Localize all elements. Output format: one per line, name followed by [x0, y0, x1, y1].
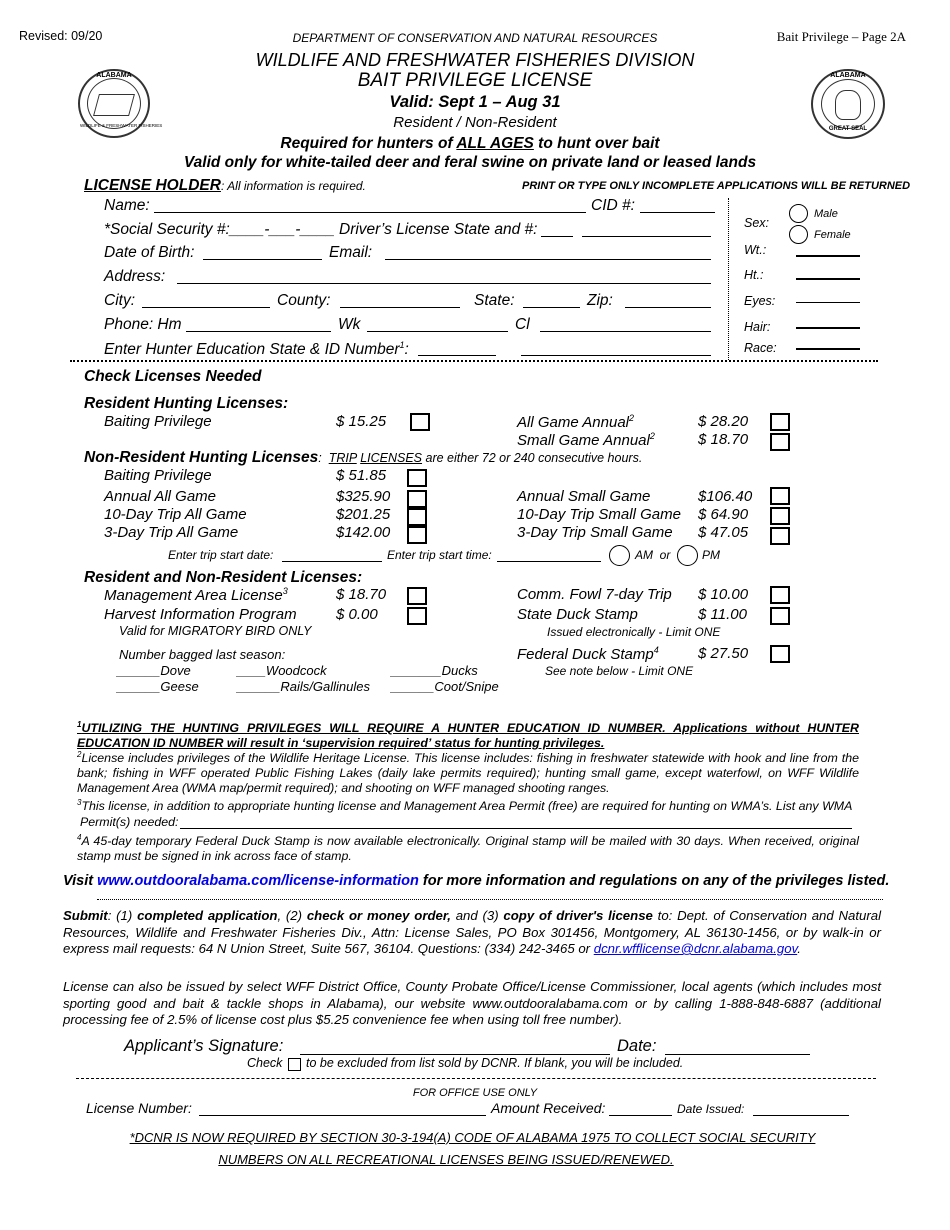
amount-received-label: Amount Received:: [491, 1100, 606, 1116]
ssn-requirement-line-1: *DCNR IS NOW REQUIRED BY SECTION 30-3-194(A) CODE OF ALABAMA 1975 TO COLLECT SOCIAL SECURITY: [129, 1130, 816, 1145]
hair-label: Hair:: [744, 320, 771, 334]
name-label: Name:: [104, 197, 150, 214]
management-area-price: $ 18.70: [336, 586, 387, 603]
annual-small-game-checkbox[interactable]: [770, 487, 790, 505]
three-day-all-game-label: 3-Day Trip All Game: [104, 524, 239, 541]
phone-cell-field[interactable]: [540, 331, 711, 332]
date-issued-field[interactable]: [753, 1115, 849, 1116]
bagged-rails: ______Rails/Gallinules: [237, 679, 370, 694]
ten-day-all-game-price: $201.25: [336, 506, 391, 523]
state-duck-note: Issued electronically - Limit ONE: [547, 625, 721, 639]
phone-cell-label: Cl: [515, 316, 530, 333]
height-field[interactable]: [796, 278, 860, 280]
email-label: Email:: [329, 244, 373, 261]
section-divider: [70, 360, 878, 362]
annual-all-game-label: Annual All Game: [104, 488, 217, 505]
amount-received-field[interactable]: [609, 1115, 672, 1116]
permits-needed-label: Permit(s) needed:: [80, 815, 179, 829]
all-game-annual-checkbox[interactable]: [770, 413, 790, 431]
trip-date-field[interactable]: [282, 561, 382, 562]
license-title: BAIT PRIVILEGE LICENSE: [357, 70, 593, 91]
small-game-annual-checkbox[interactable]: [770, 433, 790, 451]
signature-date-label: Date:: [617, 1037, 657, 1055]
comm-fowl-label: Comm. Fowl 7-day Trip: [517, 586, 672, 603]
bagged-ducks: _______Ducks: [391, 663, 478, 678]
license-number-field[interactable]: [199, 1115, 486, 1116]
dl-number-field[interactable]: [582, 236, 711, 237]
sex-label: Sex:: [744, 216, 770, 230]
city-label: City:: [104, 292, 135, 309]
applicant-signature-field[interactable]: [300, 1054, 610, 1055]
name-field[interactable]: [154, 212, 586, 213]
trip-time-label: Enter trip start time:: [387, 548, 492, 562]
federal-duck-note: See note below - Limit ONE: [545, 664, 694, 678]
city-field[interactable]: [142, 307, 270, 308]
bagged-title: Number bagged last season:: [119, 647, 286, 662]
cid-field[interactable]: [640, 212, 715, 213]
license-also-issued: License can also be issued by select WFF District Office, County Probate Office/License Commissioner, local agents (which includes most sporting good and bait & tackle shops in Alabama), our website www.outdooralabama.com or by calling 1-888-848-6887 (additional processing fee of 2.5% of license cost plus $5.25 convenience fee when using toll free number).: [63, 979, 881, 1027]
trip-time-field[interactable]: [497, 561, 601, 562]
footnote-3: $^3$This license, in addition to appropriate hunting license and Management Area Permit (free) are required for hunting on WMA’s. List any WMA: [77, 798, 853, 814]
resident-nonresident-title: Resident and Non-Resident Licenses:: [84, 569, 363, 586]
weight-field[interactable]: [796, 255, 860, 257]
race-field[interactable]: [796, 348, 860, 350]
weight-label: Wt.:: [744, 243, 767, 257]
bagged-woodcock: ____Woodcock: [237, 663, 327, 678]
state-duck-price: $ 11.00: [698, 606, 747, 623]
resident-licenses-title: Resident Hunting Licenses:: [84, 395, 289, 412]
phone-work-label: Wk: [338, 316, 361, 333]
hip-label: Harvest Information Program: [104, 606, 297, 623]
three-day-small-game-checkbox[interactable]: [770, 527, 790, 545]
pm-label: PM: [702, 548, 720, 562]
dob-field[interactable]: [203, 259, 322, 260]
comm-fowl-checkbox[interactable]: [770, 586, 790, 604]
bagged-geese: ______Geese: [117, 679, 199, 694]
male-radio[interactable]: [789, 204, 808, 223]
hunter-ed-id-field[interactable]: [521, 355, 711, 356]
license-holder-heading: LICENSE HOLDER: All information is required.: [84, 177, 366, 194]
signature-date-field[interactable]: [665, 1054, 810, 1055]
dob-label: Date of Birth:: [104, 244, 195, 261]
resident-baiting-price: $ 15.25: [336, 413, 387, 430]
address-field[interactable]: [177, 283, 711, 284]
footnote-1: $^1$UTILIZING THE HUNTING PRIVILEGES WILL REQUIRE A HUNTER EDUCATION ID NUMBER. Applications without HUNTER EDUCATION ID NUMBER will result in ‘supervision required’ status for hunting privileges.: [77, 720, 859, 751]
state-map-icon: [835, 90, 861, 120]
check-licenses-title: Check Licenses Needed: [84, 368, 262, 385]
phone-work-field[interactable]: [367, 331, 508, 332]
visit-website-line: Visit www.outdooralabama.com/license-information for more information and regulations on any of the privileges listed.: [63, 873, 890, 889]
height-label: Ht.:: [744, 268, 764, 282]
all-game-annual-price: $ 28.20: [698, 413, 749, 430]
ssn-label: *Social Security #:____-___-____: [104, 221, 335, 238]
hair-field[interactable]: [796, 327, 860, 329]
wff-logo: ALABAMA WILDLIFE & FRESHWATER FISHERIES: [78, 69, 150, 138]
department-name: DEPARTMENT OF CONSERVATION AND NATURAL RESOURCES: [292, 31, 658, 45]
dl-state-field[interactable]: [541, 236, 573, 237]
exclude-check-pre: Check: [247, 1056, 283, 1070]
exclude-from-list-checkbox[interactable]: [288, 1058, 301, 1071]
license-email-link[interactable]: dcnr.wfflicense@dcnr.alabama.gov: [593, 941, 798, 956]
three-day-all-game-checkbox[interactable]: [407, 526, 427, 544]
zip-field[interactable]: [625, 307, 711, 308]
pm-radio[interactable]: [677, 545, 698, 566]
drivers-license-label: Driver’s License State and #:: [339, 221, 538, 238]
page-label: Bait Privilege – Page 2A: [776, 29, 906, 44]
annual-small-game-price: $106.40: [698, 488, 753, 505]
column-divider: [728, 198, 729, 360]
comm-fowl-price: $ 10.00: [698, 586, 749, 603]
required-for-all-ages: Required for hunters of ALL AGES to hunt over bait: [280, 135, 660, 152]
footnote-2: $^2$License includes privileges of the Wildlife Heritage License. This license includes: fishing in freshwater statewide with hook and line from the bank; fishing in WFF operated Public Fishing Lakes (daily lake permits required); hunting small game, except waterfowl, on WFF Wildlife Management Area (WMA map/permit required); and shooting on WFF managed shooting ranges.: [77, 750, 859, 796]
hip-price: $ 0.00: [336, 606, 378, 623]
ten-day-small-game-label: 10-Day Trip Small Game: [517, 506, 681, 523]
submit-instructions: Submit: (1) completed application, (2) check or money order, and (3) copy of driver's license to: Dept. of Conservation and Natural Resources, Wildlife and Freshwater Fisheries Div., Attn: License Sales, PO Box 301456, Montgomery, AL 36130-1456, or by walk-in or express mail requests: 64 N Union Street, Suite 567, 36104. Questions: (334) 242-3465 or dcnr.wfflicense@dcnr.alabama.gov.: [63, 908, 882, 956]
office-use-title: FOR OFFICE USE ONLY: [412, 1087, 538, 1099]
eyes-field[interactable]: [796, 302, 860, 303]
footnote-4: $^4$A 45-day temporary Federal Duck Stamp is now available electronically. Original stamp will be mailed with 30 days. When received, original stamp must be signed in ink across face of stamp.: [77, 833, 859, 864]
three-day-small-game-label: 3-Day Trip Small Game: [517, 524, 673, 541]
permits-needed-field[interactable]: [180, 828, 852, 829]
bagged-coot: ______Coot/Snipe: [391, 679, 499, 694]
nonres-baiting-price: $ 51.85: [336, 467, 387, 484]
county-label: County:: [277, 292, 331, 309]
phone-home-field[interactable]: [186, 331, 331, 332]
eyes-label: Eyes:: [744, 294, 776, 308]
date-issued-label: Date Issued:: [677, 1102, 745, 1116]
license-info-link[interactable]: www.outdooralabama.com/license-information: [97, 873, 419, 889]
resident-baiting-checkbox[interactable]: [410, 413, 430, 431]
ten-day-small-game-price: $ 64.90: [698, 506, 749, 523]
ten-day-small-game-checkbox[interactable]: [770, 507, 790, 525]
bagged-row-1: ______Dove: [117, 663, 191, 678]
exclude-check-post: to be excluded from list sold by DCNR. If blank, you will be included.: [306, 1056, 684, 1070]
cid-label: CID #:: [591, 197, 635, 214]
am-radio[interactable]: [609, 545, 630, 566]
phone-home-label: Phone: Hm: [104, 316, 182, 333]
license-number-label: License Number:: [86, 1100, 192, 1116]
ssn-requirement-line-2: NUMBERS ON ALL RECREATIONAL LICENSES BEING ISSUED/RENEWED.: [218, 1152, 674, 1167]
dotted-divider: [97, 899, 883, 900]
small-game-annual-label: Small Game Annual$^2$: [517, 431, 655, 449]
race-label: Race:: [744, 341, 777, 355]
male-label: Male: [814, 208, 838, 220]
nonres-baiting-label: Baiting Privilege: [104, 467, 212, 484]
federal-duck-checkbox[interactable]: [770, 645, 790, 663]
address-label: Address:: [104, 268, 166, 285]
county-field[interactable]: [340, 307, 460, 308]
print-notice: PRINT OR TYPE ONLY INCOMPLETE APPLICATIONS WILL BE RETURNED: [522, 180, 911, 192]
female-radio[interactable]: [789, 225, 808, 244]
ten-day-all-game-label: 10-Day Trip All Game: [104, 506, 247, 523]
hip-note: Valid for MIGRATORY BIRD ONLY: [119, 624, 312, 638]
hunter-ed-label: Enter Hunter Education State & ID Number$^1$:: [104, 340, 409, 359]
residency: Resident / Non-Resident: [393, 114, 557, 131]
am-or-label: AM or: [635, 548, 671, 562]
nonres-baiting-checkbox[interactable]: [407, 469, 427, 487]
three-day-all-game-price: $142.00: [336, 524, 391, 541]
nonresident-licenses-heading: Non-Resident Hunting Licenses: TRIP LICENSES are either 72 or 240 consecutive hours.: [84, 449, 643, 466]
federal-duck-price: $ 27.50: [698, 645, 749, 662]
hip-checkbox[interactable]: [407, 607, 427, 625]
federal-duck-label: Federal Duck Stamp$^4$: [517, 645, 659, 663]
management-area-checkbox[interactable]: [407, 587, 427, 605]
email-field[interactable]: [385, 259, 711, 260]
annual-all-game-checkbox[interactable]: [407, 490, 427, 508]
small-game-annual-price: $ 18.70: [698, 431, 749, 448]
great-seal-logo: ALABAMA GREAT SEAL: [811, 69, 885, 139]
office-dashed-divider: [76, 1078, 876, 1079]
resident-baiting-label: Baiting Privilege: [104, 413, 212, 430]
ten-day-all-game-checkbox[interactable]: [407, 508, 427, 526]
management-area-label: Management Area License$^3$: [104, 586, 288, 604]
female-label: Female: [814, 229, 851, 241]
applicant-signature-label: Applicant’s Signature:: [124, 1037, 284, 1055]
state-label: State:: [474, 292, 515, 309]
zip-label: Zip:: [587, 292, 613, 309]
valid-only-note: Valid only for white-tailed deer and feral swine on private land or leased lands: [183, 154, 757, 171]
valid-period: Valid: Sept 1 – Aug 31: [389, 93, 561, 111]
three-day-small-game-price: $ 47.05: [698, 524, 749, 541]
state-field[interactable]: [523, 307, 580, 308]
state-duck-checkbox[interactable]: [770, 607, 790, 625]
revised-date: Revised: 09/20: [19, 29, 103, 43]
trip-date-label: Enter trip start date:: [168, 548, 274, 562]
annual-small-game-label: Annual Small Game: [517, 488, 651, 505]
annual-all-game-price: $325.90: [336, 488, 391, 505]
all-game-annual-label: All Game Annual$^2$: [517, 413, 635, 431]
division-title: WILDLIFE AND FRESHWATER FISHERIES DIVISION: [255, 50, 695, 70]
state-duck-label: State Duck Stamp: [517, 606, 638, 623]
hunter-ed-state-field[interactable]: [418, 355, 496, 356]
